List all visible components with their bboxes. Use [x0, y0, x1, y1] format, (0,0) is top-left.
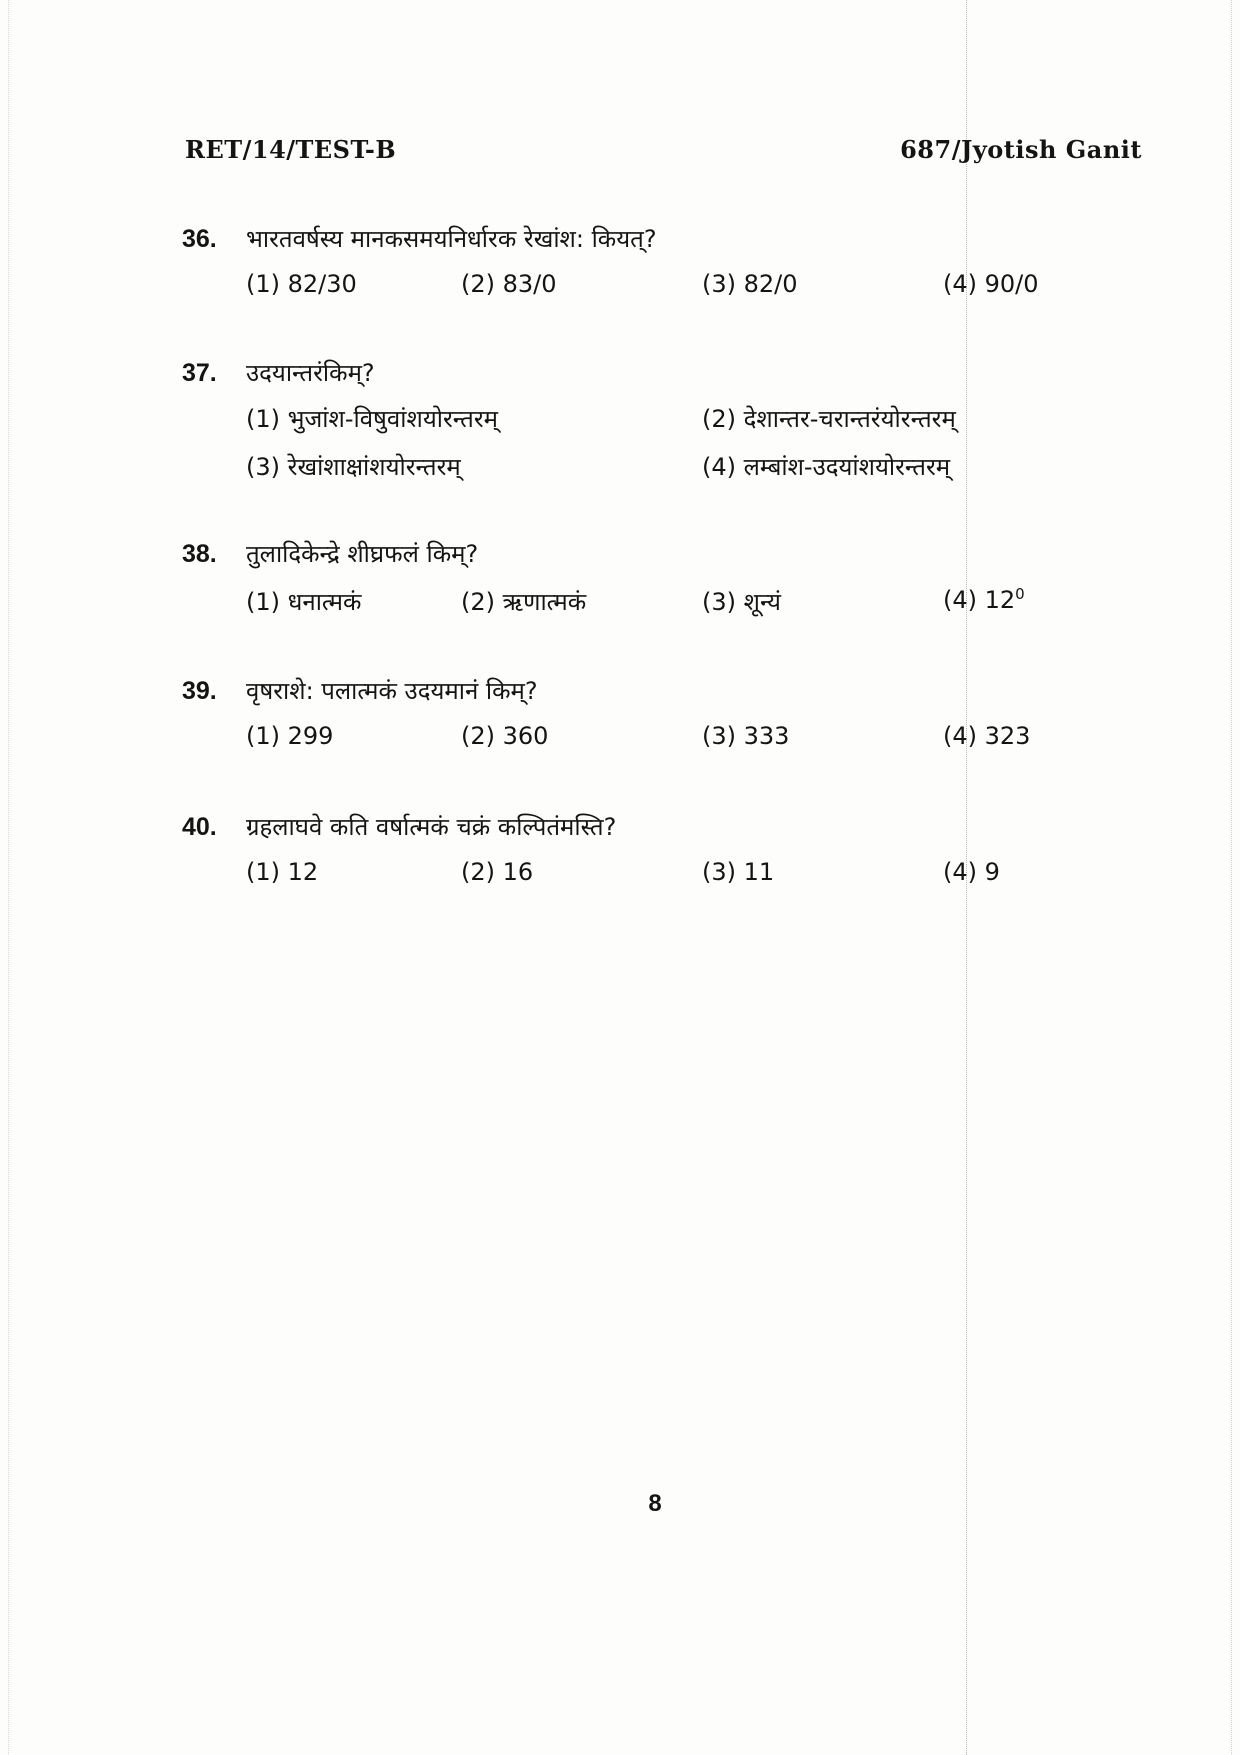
- options-row-1: [246, 402, 1062, 450]
- options-row: [246, 858, 1062, 898]
- option-3: (3) रेखांशाक्षांशयोरन्तरम्: [246, 453, 461, 481]
- option-1: (1) 299: [246, 722, 334, 750]
- option-3: (3) 11: [702, 858, 775, 886]
- option-2: (2) ऋणात्मकं: [461, 588, 587, 616]
- option-3: (3) 333: [702, 722, 790, 750]
- question-38: [182, 537, 1062, 625]
- question-text: तुलादिकेन्द्रे शीघ्रफलं किम्?: [246, 540, 479, 568]
- option-2: (2) 16: [461, 858, 534, 886]
- option-4-text: (4) 12: [943, 586, 1016, 614]
- question-37: [182, 356, 1062, 498]
- question-text: उदयान्तरंकिम्?: [246, 359, 375, 387]
- option-3: (3) 82/0: [702, 270, 798, 298]
- option-2: (2) देशान्तर-चरान्तरंयोरन्तरम्: [702, 405, 956, 433]
- option-4: [943, 585, 1025, 614]
- option-4: (4) लम्बांश-उदयांशयोरन्तरम्: [702, 453, 951, 481]
- question-36: [182, 222, 1062, 310]
- question-number: 38.: [182, 540, 217, 568]
- question-text: वृषराशे: पलात्मकं उदयमानं किम्?: [246, 677, 538, 705]
- option-1: (1) धनात्मकं: [246, 588, 362, 616]
- question-39: [182, 674, 1062, 762]
- degree-sign: 0: [1015, 585, 1025, 603]
- option-3: (3) शून्यं: [702, 588, 781, 616]
- option-1: (1) 12: [246, 858, 319, 886]
- question-40: [182, 810, 1062, 898]
- option-4: (4) 9: [943, 858, 1000, 886]
- options-row: [246, 270, 1062, 310]
- option-4: (4) 323: [943, 722, 1031, 750]
- question-text: भारतवर्षस्य मानकसमयनिर्धारक रेखांश: कियत्?: [246, 225, 657, 253]
- question-number: 39.: [182, 677, 217, 705]
- option-4: (4) 90/0: [943, 270, 1039, 298]
- options-row-2: [246, 450, 1062, 498]
- option-1: (1) भुजांश-विषुवांशयोरन्तरम्: [246, 405, 499, 433]
- question-number: 36.: [182, 225, 217, 253]
- subject-title: 687/Jyotish Ganit: [900, 135, 1142, 164]
- option-1: (1) 82/30: [246, 270, 357, 298]
- options-row: [246, 585, 1062, 625]
- page-number: 8: [648, 1490, 662, 1517]
- question-number: 37.: [182, 359, 217, 387]
- option-2: (2) 360: [461, 722, 549, 750]
- question-text: ग्रहलाघवे कति वर्षात्मकं चक्रं कल्पितंमस्ति?: [246, 813, 617, 841]
- option-2: (2) 83/0: [461, 270, 557, 298]
- question-number: 40.: [182, 813, 217, 841]
- options-row: [246, 722, 1062, 762]
- paper-code: RET/14/TEST-B: [185, 135, 397, 164]
